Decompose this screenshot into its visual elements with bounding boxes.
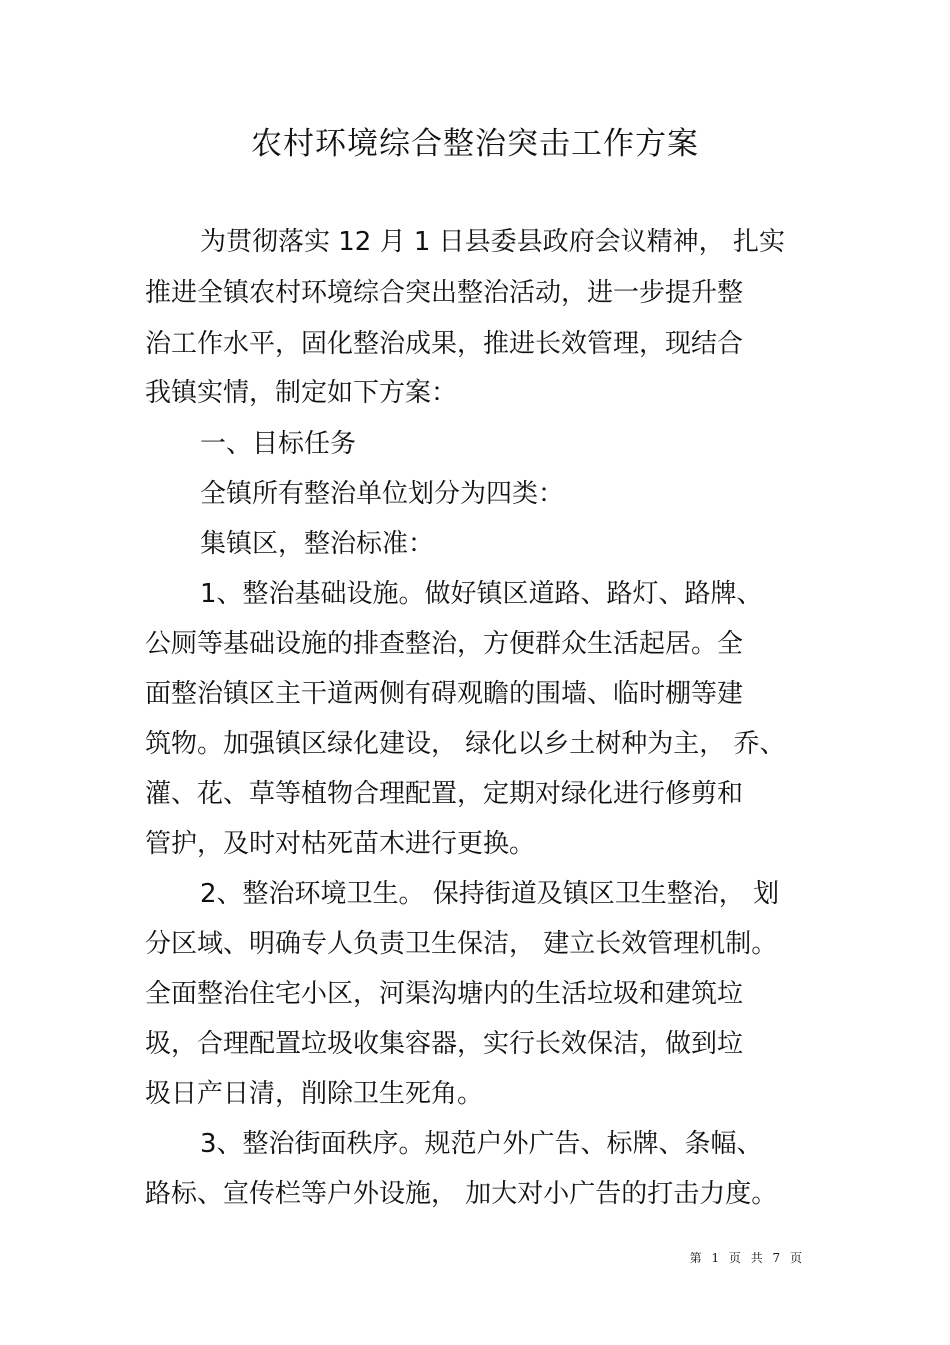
body-line: 2、整治环境卫生。 保持街道及镇区卫生整治， 划 (200, 879, 780, 909)
body-line: 分区域、明确专人负责卫生保洁， 建立长效管理机制。 (145, 929, 778, 959)
body-line: 全面整治住宅小区，河渠沟塘内的生活垃圾和建筑垃 (145, 979, 744, 1009)
body-line: 筑物。加强镇区绿化建设， 绿化以乡土树种为主， 乔、 (145, 729, 786, 759)
body-line: 圾日产日清，削除卫生死角。 (145, 1079, 484, 1109)
body-line: 灌、花、草等植物合理配置，定期对绿化进行修剪和 (145, 779, 744, 809)
page-number: 第 1 页 共 7 页 (689, 1251, 805, 1265)
body-line: 1、整治基础设施。做好镇区道路、路灯、路牌、 (200, 579, 763, 609)
body-line: 公厕等基础设施的排查整治，方便群众生活起居。全 (145, 629, 744, 659)
document-title: 农村环境综合整治突击工作方案 (251, 126, 699, 162)
body-line: 为贯彻落实 12 月 1 日县委县政府会议精神， 扎实 (200, 227, 785, 257)
body-line: 路标、宣传栏等户外设施， 加大对小广告的打击力度。 (145, 1179, 778, 1209)
body-line: 3、整治街面秩序。规范户外广告、标牌、条幅、 (200, 1129, 763, 1159)
section-heading: 一、目标任务 (200, 429, 357, 459)
body-line: 集镇区，整治标准： (200, 529, 435, 559)
body-line: 圾，合理配置垃圾收集容器，实行长效保洁，做到垃 (145, 1029, 744, 1059)
body-line: 全镇所有整治单位划分为四类： (200, 479, 565, 509)
body-line: 推进全镇农村环境综合突出整治活动，进一步提升整 (145, 278, 744, 308)
body-line: 管护，及时对枯死苗木进行更换。 (145, 829, 536, 859)
body-line: 我镇实情，制定如下方案： (145, 378, 458, 408)
body-line: 治工作水平，固化整治成果，推进长效管理，现结合 (145, 329, 744, 359)
body-line: 面整治镇区主干道两侧有碍观瞻的围墙、临时棚等建 (145, 679, 744, 709)
